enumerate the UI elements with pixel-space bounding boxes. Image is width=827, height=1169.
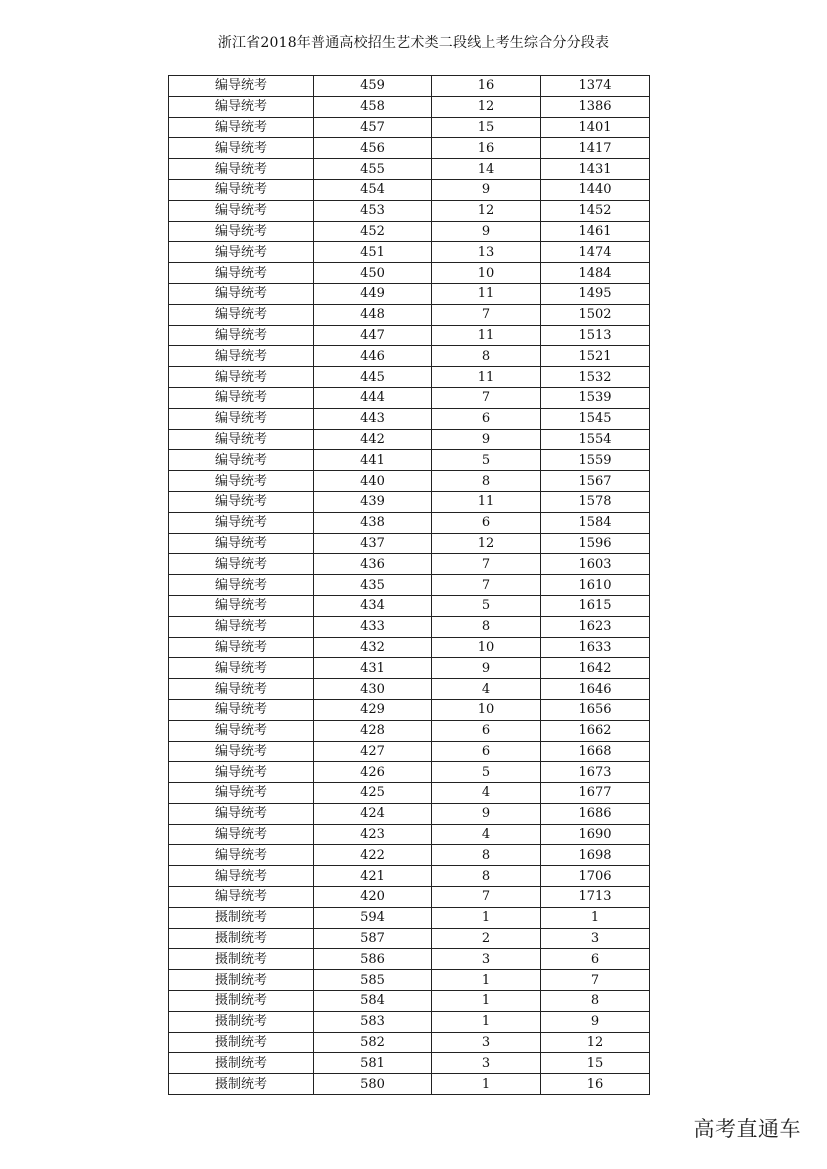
cumulative-cell: 8 — [541, 991, 650, 1012]
count-cell: 6 — [432, 741, 541, 762]
count-cell: 6 — [432, 408, 541, 429]
cumulative-cell: 1452 — [541, 200, 650, 221]
category-cell: 编导统考 — [169, 263, 314, 284]
category-cell: 编导统考 — [169, 720, 314, 741]
category-cell: 编导统考 — [169, 408, 314, 429]
cumulative-cell: 1502 — [541, 304, 650, 325]
score-cell: 426 — [314, 762, 432, 783]
category-cell: 编导统考 — [169, 242, 314, 263]
table-row — [169, 1074, 650, 1095]
score-cell: 420 — [314, 887, 432, 908]
count-cell: 11 — [432, 367, 541, 388]
cumulative-cell: 1513 — [541, 325, 650, 346]
cumulative-cell: 1559 — [541, 450, 650, 471]
table-row — [169, 845, 650, 866]
score-cell: 583 — [314, 1011, 432, 1032]
score-cell: 427 — [314, 741, 432, 762]
table-row — [169, 367, 650, 388]
count-cell: 8 — [432, 616, 541, 637]
score-cell: 443 — [314, 408, 432, 429]
score-cell: 584 — [314, 991, 432, 1012]
category-cell: 编导统考 — [169, 471, 314, 492]
score-cell: 422 — [314, 845, 432, 866]
cumulative-cell: 1677 — [541, 783, 650, 804]
score-cell: 442 — [314, 429, 432, 450]
cumulative-cell: 1603 — [541, 554, 650, 575]
category-cell: 编导统考 — [169, 679, 314, 700]
table-row — [169, 429, 650, 450]
count-cell: 9 — [432, 429, 541, 450]
cumulative-cell: 1401 — [541, 117, 650, 138]
count-cell: 5 — [432, 595, 541, 616]
table-row — [169, 491, 650, 512]
cumulative-cell: 1596 — [541, 533, 650, 554]
category-cell: 编导统考 — [169, 429, 314, 450]
category-cell: 编导统考 — [169, 367, 314, 388]
score-cell: 436 — [314, 554, 432, 575]
score-cell: 437 — [314, 533, 432, 554]
category-cell: 编导统考 — [169, 159, 314, 180]
score-cell: 441 — [314, 450, 432, 471]
cumulative-cell: 1474 — [541, 242, 650, 263]
cumulative-cell: 1706 — [541, 866, 650, 887]
score-cell: 428 — [314, 720, 432, 741]
score-cell: 452 — [314, 221, 432, 242]
table-row — [169, 1032, 650, 1053]
table-row — [169, 471, 650, 492]
table-row — [169, 200, 650, 221]
category-cell: 编导统考 — [169, 616, 314, 637]
category-cell: 编导统考 — [169, 637, 314, 658]
category-cell: 编导统考 — [169, 221, 314, 242]
score-cell: 449 — [314, 283, 432, 304]
count-cell: 8 — [432, 866, 541, 887]
category-cell: 编导统考 — [169, 762, 314, 783]
table-row — [169, 970, 650, 991]
table-row — [169, 325, 650, 346]
category-cell: 摄制统考 — [169, 907, 314, 928]
count-cell: 16 — [432, 76, 541, 97]
category-cell: 编导统考 — [169, 450, 314, 471]
cumulative-cell: 1623 — [541, 616, 650, 637]
table-row — [169, 408, 650, 429]
cumulative-cell: 1642 — [541, 658, 650, 679]
score-cell: 594 — [314, 907, 432, 928]
count-cell: 9 — [432, 179, 541, 200]
cumulative-cell: 1698 — [541, 845, 650, 866]
table-row — [169, 1053, 650, 1074]
table-row — [169, 263, 650, 284]
cumulative-cell: 1686 — [541, 803, 650, 824]
category-cell: 编导统考 — [169, 491, 314, 512]
table-row — [169, 824, 650, 845]
cumulative-cell: 1374 — [541, 76, 650, 97]
table-row — [169, 138, 650, 159]
score-cell: 433 — [314, 616, 432, 637]
category-cell: 摄制统考 — [169, 991, 314, 1012]
table-row — [169, 117, 650, 138]
cumulative-cell: 1615 — [541, 595, 650, 616]
count-cell: 7 — [432, 575, 541, 596]
cumulative-cell: 7 — [541, 970, 650, 991]
count-cell: 10 — [432, 263, 541, 284]
table-row — [169, 928, 650, 949]
score-cell: 425 — [314, 783, 432, 804]
cumulative-cell: 3 — [541, 928, 650, 949]
count-cell: 1 — [432, 1074, 541, 1095]
cumulative-cell: 9 — [541, 1011, 650, 1032]
cumulative-cell: 1386 — [541, 96, 650, 117]
cumulative-cell: 1539 — [541, 387, 650, 408]
cumulative-cell: 6 — [541, 949, 650, 970]
count-cell: 4 — [432, 824, 541, 845]
count-cell: 6 — [432, 512, 541, 533]
score-cell: 429 — [314, 699, 432, 720]
count-cell: 11 — [432, 325, 541, 346]
category-cell: 编导统考 — [169, 595, 314, 616]
count-cell: 12 — [432, 96, 541, 117]
cumulative-cell: 16 — [541, 1074, 650, 1095]
count-cell: 11 — [432, 283, 541, 304]
table-row — [169, 866, 650, 887]
category-cell: 编导统考 — [169, 803, 314, 824]
score-cell: 435 — [314, 575, 432, 596]
cumulative-cell: 15 — [541, 1053, 650, 1074]
category-cell: 编导统考 — [169, 117, 314, 138]
category-cell: 编导统考 — [169, 200, 314, 221]
cumulative-cell: 1584 — [541, 512, 650, 533]
category-cell: 编导统考 — [169, 845, 314, 866]
category-cell: 编导统考 — [169, 866, 314, 887]
category-cell: 摄制统考 — [169, 1011, 314, 1032]
cumulative-cell: 1440 — [541, 179, 650, 200]
cumulative-cell: 1521 — [541, 346, 650, 367]
count-cell: 11 — [432, 491, 541, 512]
table-row — [169, 699, 650, 720]
cumulative-cell: 1545 — [541, 408, 650, 429]
count-cell: 2 — [432, 928, 541, 949]
category-cell: 编导统考 — [169, 283, 314, 304]
count-cell: 12 — [432, 533, 541, 554]
category-cell: 编导统考 — [169, 575, 314, 596]
table-row — [169, 887, 650, 908]
count-cell: 8 — [432, 346, 541, 367]
count-cell: 3 — [432, 1032, 541, 1053]
count-cell: 9 — [432, 658, 541, 679]
score-table — [168, 75, 650, 1095]
score-cell: 421 — [314, 866, 432, 887]
table-row — [169, 783, 650, 804]
cumulative-cell: 1461 — [541, 221, 650, 242]
cumulative-cell: 1656 — [541, 699, 650, 720]
table-row — [169, 96, 650, 117]
score-cell: 450 — [314, 263, 432, 284]
category-cell: 编导统考 — [169, 554, 314, 575]
table-row — [169, 512, 650, 533]
count-cell: 1 — [432, 907, 541, 928]
table-row — [169, 304, 650, 325]
table-row — [169, 283, 650, 304]
table-row — [169, 346, 650, 367]
category-cell: 编导统考 — [169, 741, 314, 762]
table-row — [169, 658, 650, 679]
score-cell: 423 — [314, 824, 432, 845]
category-cell: 摄制统考 — [169, 1053, 314, 1074]
category-cell: 编导统考 — [169, 179, 314, 200]
score-cell: 430 — [314, 679, 432, 700]
count-cell: 3 — [432, 1053, 541, 1074]
watermark-logo: 高考直通车 — [693, 1117, 801, 1141]
table-row — [169, 159, 650, 180]
cumulative-cell: 1633 — [541, 637, 650, 658]
score-cell: 454 — [314, 179, 432, 200]
score-cell: 445 — [314, 367, 432, 388]
score-cell: 444 — [314, 387, 432, 408]
table-row — [169, 949, 650, 970]
score-cell: 453 — [314, 200, 432, 221]
table-row — [169, 387, 650, 408]
cumulative-cell: 1554 — [541, 429, 650, 450]
score-cell: 448 — [314, 304, 432, 325]
table-row — [169, 533, 650, 554]
table-row — [169, 76, 650, 97]
category-cell: 摄制统考 — [169, 1032, 314, 1053]
table-row — [169, 720, 650, 741]
count-cell: 4 — [432, 679, 541, 700]
category-cell: 编导统考 — [169, 387, 314, 408]
category-cell: 编导统考 — [169, 783, 314, 804]
count-cell: 12 — [432, 200, 541, 221]
score-cell: 431 — [314, 658, 432, 679]
score-cell: 459 — [314, 76, 432, 97]
count-cell: 4 — [432, 783, 541, 804]
cumulative-cell: 1495 — [541, 283, 650, 304]
category-cell: 摄制统考 — [169, 949, 314, 970]
count-cell: 7 — [432, 554, 541, 575]
cumulative-cell: 1668 — [541, 741, 650, 762]
page-title: 浙江省2018年普通高校招生艺术类二段线上考生综合分分段表 — [217, 35, 610, 51]
cumulative-cell: 1646 — [541, 679, 650, 700]
score-cell: 455 — [314, 159, 432, 180]
score-cell: 581 — [314, 1053, 432, 1074]
cumulative-cell: 1578 — [541, 491, 650, 512]
count-cell: 15 — [432, 117, 541, 138]
cumulative-cell: 1484 — [541, 263, 650, 284]
score-cell: 432 — [314, 637, 432, 658]
score-cell: 451 — [314, 242, 432, 263]
table-row — [169, 450, 650, 471]
count-cell: 1 — [432, 970, 541, 991]
score-cell: 580 — [314, 1074, 432, 1095]
score-cell: 447 — [314, 325, 432, 346]
category-cell: 摄制统考 — [169, 1074, 314, 1095]
score-cell: 424 — [314, 803, 432, 824]
category-cell: 编导统考 — [169, 304, 314, 325]
count-cell: 1 — [432, 1011, 541, 1032]
cumulative-cell: 1662 — [541, 720, 650, 741]
cumulative-cell: 1713 — [541, 887, 650, 908]
category-cell: 编导统考 — [169, 138, 314, 159]
count-cell: 8 — [432, 471, 541, 492]
count-cell: 16 — [432, 138, 541, 159]
count-cell: 7 — [432, 887, 541, 908]
count-cell: 1 — [432, 991, 541, 1012]
category-cell: 编导统考 — [169, 512, 314, 533]
table-row — [169, 179, 650, 200]
score-cell: 586 — [314, 949, 432, 970]
table-row — [169, 1011, 650, 1032]
table-row — [169, 762, 650, 783]
score-cell: 587 — [314, 928, 432, 949]
score-cell: 582 — [314, 1032, 432, 1053]
score-cell: 440 — [314, 471, 432, 492]
count-cell: 7 — [432, 304, 541, 325]
count-cell: 6 — [432, 720, 541, 741]
category-cell: 编导统考 — [169, 887, 314, 908]
table-row — [169, 242, 650, 263]
score-cell: 456 — [314, 138, 432, 159]
table-row — [169, 575, 650, 596]
count-cell: 10 — [432, 699, 541, 720]
cumulative-cell: 1417 — [541, 138, 650, 159]
table-row — [169, 595, 650, 616]
count-cell: 10 — [432, 637, 541, 658]
table-row — [169, 907, 650, 928]
score-cell: 457 — [314, 117, 432, 138]
table-body — [169, 76, 650, 1095]
score-cell: 585 — [314, 970, 432, 991]
count-cell: 8 — [432, 845, 541, 866]
count-cell: 7 — [432, 387, 541, 408]
table-row — [169, 803, 650, 824]
category-cell: 编导统考 — [169, 699, 314, 720]
count-cell: 14 — [432, 159, 541, 180]
cumulative-cell: 1567 — [541, 471, 650, 492]
count-cell: 9 — [432, 803, 541, 824]
cumulative-cell: 1 — [541, 907, 650, 928]
cumulative-cell: 1673 — [541, 762, 650, 783]
category-cell: 编导统考 — [169, 325, 314, 346]
category-cell: 编导统考 — [169, 658, 314, 679]
count-cell: 5 — [432, 450, 541, 471]
cumulative-cell: 1431 — [541, 159, 650, 180]
category-cell: 编导统考 — [169, 346, 314, 367]
category-cell: 摄制统考 — [169, 970, 314, 991]
cumulative-cell: 1610 — [541, 575, 650, 596]
category-cell: 编导统考 — [169, 76, 314, 97]
score-cell: 438 — [314, 512, 432, 533]
count-cell: 3 — [432, 949, 541, 970]
category-cell: 编导统考 — [169, 533, 314, 554]
table-row — [169, 637, 650, 658]
cumulative-cell: 12 — [541, 1032, 650, 1053]
score-cell: 458 — [314, 96, 432, 117]
score-cell: 446 — [314, 346, 432, 367]
table-row — [169, 554, 650, 575]
table-row — [169, 991, 650, 1012]
category-cell: 摄制统考 — [169, 928, 314, 949]
table-row — [169, 221, 650, 242]
table-row — [169, 741, 650, 762]
count-cell: 9 — [432, 221, 541, 242]
category-cell: 编导统考 — [169, 824, 314, 845]
count-cell: 5 — [432, 762, 541, 783]
cumulative-cell: 1532 — [541, 367, 650, 388]
table-row — [169, 679, 650, 700]
table-row — [169, 616, 650, 637]
score-cell: 434 — [314, 595, 432, 616]
category-cell: 编导统考 — [169, 96, 314, 117]
cumulative-cell: 1690 — [541, 824, 650, 845]
score-cell: 439 — [314, 491, 432, 512]
count-cell: 13 — [432, 242, 541, 263]
